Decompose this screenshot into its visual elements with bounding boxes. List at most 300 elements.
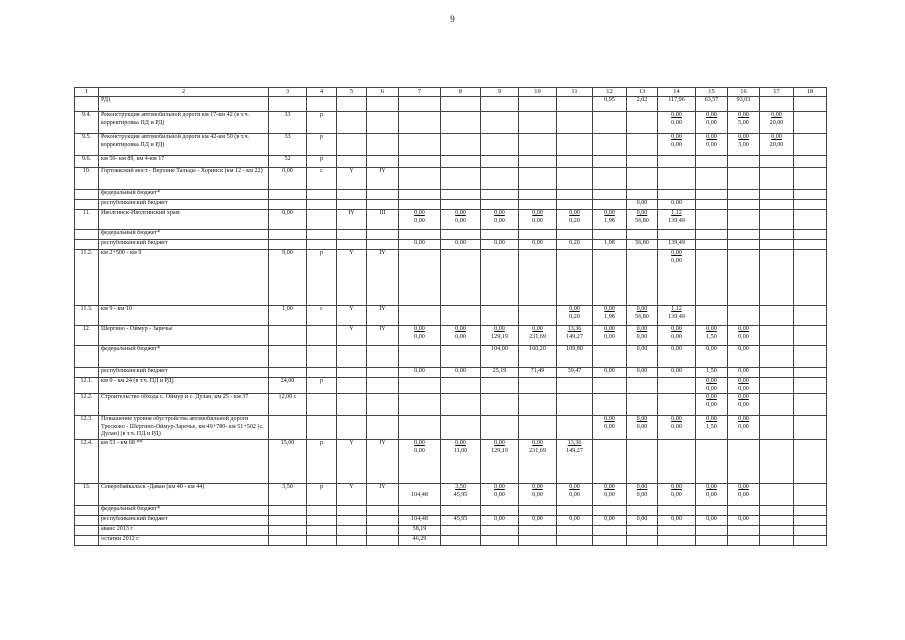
object-name: км 50- км 89, км 4-км 17 — [99, 156, 269, 168]
value-cell — [794, 306, 827, 326]
category-from — [337, 190, 367, 200]
value-cell — [794, 416, 827, 440]
value-bottom: 0,00 — [738, 385, 749, 392]
value-cell — [557, 346, 593, 368]
value-cell — [593, 378, 627, 394]
value-cell — [481, 210, 519, 230]
value-bottom: 0,00 — [706, 385, 717, 392]
value-top: 0,00 — [604, 210, 615, 216]
length-km — [269, 515, 307, 525]
value-bottom: 45,95 — [453, 491, 468, 498]
value-bottom: 129,19 — [491, 333, 508, 340]
length-km — [269, 368, 307, 378]
value-top: 25,19 — [492, 368, 507, 374]
value-cell — [627, 483, 658, 505]
value-cell — [481, 378, 519, 394]
object-name: федеральный бюджет* — [99, 230, 269, 240]
value-cell — [441, 346, 481, 368]
value-top: 0,00 — [738, 483, 749, 490]
value-cell — [481, 230, 519, 240]
value-cell — [519, 240, 557, 250]
value-cell — [593, 156, 627, 168]
value-bottom: 0,00 — [636, 491, 648, 498]
category-from: Y — [337, 250, 367, 306]
value-cell — [794, 156, 827, 168]
value-cell — [794, 394, 827, 416]
value-cell — [696, 505, 728, 515]
value-cell — [399, 368, 441, 378]
column-number: 3 — [269, 88, 307, 97]
value-cell — [696, 378, 728, 394]
value-bottom: 1,50 — [706, 333, 717, 340]
value-top: 0,95 — [604, 97, 615, 103]
work-type: р — [307, 483, 337, 505]
value-top: 0,00 — [671, 112, 682, 118]
length-km — [269, 190, 307, 200]
value-cell — [481, 525, 519, 535]
value-top: 0,00 — [636, 210, 648, 216]
category-to — [367, 97, 399, 112]
value-cell — [658, 306, 696, 326]
work-type: р — [307, 250, 337, 306]
value-cell — [627, 156, 658, 168]
length-km: 0,00 — [269, 210, 307, 230]
value-cell — [794, 200, 827, 210]
value-cell — [794, 535, 827, 545]
value-bottom: 0,00 — [738, 401, 749, 408]
value-cell — [481, 190, 519, 200]
value-top: 56,80 — [635, 240, 649, 246]
value-bottom: 0,00 — [671, 141, 682, 148]
value-bottom: 56,80 — [635, 217, 649, 224]
value-cell — [441, 210, 481, 230]
value-cell — [658, 535, 696, 545]
value-cell — [519, 394, 557, 416]
object-name: РД) — [99, 97, 269, 112]
column-number: 14 — [658, 88, 696, 97]
length-km: 15,00 — [269, 439, 307, 483]
work-type: с — [307, 168, 337, 190]
value-cell — [760, 230, 794, 240]
value-cell — [696, 210, 728, 230]
value-cell — [441, 134, 481, 156]
value-cell — [760, 326, 794, 346]
value-cell — [696, 515, 728, 525]
value-cell — [627, 210, 658, 230]
value-cell — [760, 416, 794, 440]
value-cell — [593, 346, 627, 368]
value-cell — [519, 368, 557, 378]
value-top: 0,00 — [604, 483, 615, 490]
value-bottom: 20,00 — [769, 141, 784, 148]
value-top: 0,00 — [706, 346, 717, 352]
value-cell — [794, 97, 827, 112]
value-cell — [760, 346, 794, 368]
value-cell — [593, 240, 627, 250]
value-cell — [760, 156, 794, 168]
value-cell — [760, 483, 794, 505]
work-type: с — [307, 306, 337, 326]
value-cell — [728, 326, 760, 346]
length-km: 24,00 — [269, 378, 307, 394]
value-cell — [760, 134, 794, 156]
value-bottom: 5,00 — [738, 119, 749, 126]
value-cell — [627, 97, 658, 112]
value-cell — [481, 156, 519, 168]
row-number: 9.5. — [75, 134, 99, 156]
value-cell — [728, 112, 760, 134]
value-cell — [794, 483, 827, 505]
value-cell — [399, 483, 441, 505]
category-to — [367, 230, 399, 240]
value-top: 0,00 — [738, 326, 749, 332]
column-number: 10 — [519, 88, 557, 97]
value-cell — [728, 250, 760, 306]
value-cell — [557, 156, 593, 168]
work-type — [307, 368, 337, 378]
value-top: 0,00 — [414, 326, 425, 332]
value-cell — [760, 505, 794, 515]
work-type — [307, 230, 337, 240]
category-from — [337, 515, 367, 525]
work-type — [307, 240, 337, 250]
value-bottom: 1,98 — [604, 217, 615, 224]
length-km — [269, 525, 307, 535]
value-cell — [794, 505, 827, 515]
value-cell — [658, 368, 696, 378]
category-from: Y — [337, 168, 367, 190]
value-top: 0,00 — [414, 240, 425, 246]
value-top: 0,00 — [738, 134, 749, 140]
value-cell — [399, 306, 441, 326]
value-top: 45,95 — [453, 515, 468, 522]
table-row — [75, 416, 827, 440]
value-top: 0,00 — [671, 483, 682, 490]
object-name: Иволгинск-Иволгинский храм — [99, 210, 269, 230]
value-cell — [658, 134, 696, 156]
value-bottom: 0,00 — [604, 333, 615, 340]
value-cell — [441, 240, 481, 250]
value-top: 0,00 — [738, 368, 749, 374]
row-number — [75, 505, 99, 515]
work-type: р — [307, 439, 337, 483]
row-number — [75, 525, 99, 535]
value-cell — [441, 416, 481, 440]
value-top: 0,00 — [532, 240, 543, 246]
table-row — [75, 230, 827, 240]
value-cell — [658, 326, 696, 346]
value-cell — [794, 168, 827, 190]
row-number: 11. — [75, 210, 99, 230]
value-cell — [658, 505, 696, 515]
work-type — [307, 535, 337, 545]
value-cell — [441, 97, 481, 112]
value-cell — [627, 368, 658, 378]
value-cell — [728, 535, 760, 545]
value-cell — [519, 525, 557, 535]
category-from: IY — [337, 210, 367, 230]
value-cell — [441, 168, 481, 190]
object-name: аванс 2013 г — [99, 525, 269, 535]
row-number: 11.3. — [75, 306, 99, 326]
value-cell — [481, 134, 519, 156]
value-cell — [519, 112, 557, 134]
length-km: 0,00 — [269, 168, 307, 190]
value-cell — [441, 190, 481, 200]
table-row — [75, 394, 827, 416]
work-type — [307, 326, 337, 346]
value-cell — [399, 394, 441, 416]
value-cell — [519, 416, 557, 440]
value-cell — [728, 346, 760, 368]
value-cell — [696, 190, 728, 200]
value-top: 0,00 — [636, 326, 648, 332]
value-top: 0,00 — [671, 368, 682, 374]
object-name: республиканский бюджет — [99, 200, 269, 210]
value-top: 0,00 — [494, 483, 505, 490]
value-cell — [519, 210, 557, 230]
category-from — [337, 240, 367, 250]
value-cell — [696, 394, 728, 416]
value-cell — [399, 168, 441, 190]
column-number: 6 — [367, 88, 399, 97]
table-row — [75, 525, 827, 535]
value-cell — [658, 200, 696, 210]
value-cell — [593, 210, 627, 230]
category-to — [367, 525, 399, 535]
value-cell — [627, 505, 658, 515]
value-top: 0,00 — [706, 134, 717, 140]
value-top: 0,00 — [671, 346, 682, 352]
value-cell — [627, 416, 658, 440]
object-name: км 53 - км 68 ** — [99, 439, 269, 483]
value-bottom: 0,00 — [671, 423, 682, 430]
value-cell — [557, 250, 593, 306]
work-type — [307, 346, 337, 368]
category-from — [337, 394, 367, 416]
value-cell — [557, 505, 593, 515]
value-bottom: 0,00 — [414, 217, 425, 224]
value-cell — [696, 306, 728, 326]
value-top: 2,02 — [636, 97, 648, 103]
value-cell — [760, 168, 794, 190]
category-to — [367, 394, 399, 416]
page-number: 9 — [450, 14, 455, 24]
value-cell — [519, 156, 557, 168]
value-cell — [627, 112, 658, 134]
work-type — [307, 515, 337, 525]
value-cell — [696, 230, 728, 240]
value-top: 0,00 — [738, 515, 749, 522]
value-cell — [399, 505, 441, 515]
value-cell — [794, 525, 827, 535]
value-cell — [441, 394, 481, 416]
row-number: 13. — [75, 483, 99, 505]
value-cell — [794, 515, 827, 525]
value-cell — [593, 250, 627, 306]
value-cell — [794, 346, 827, 368]
value-cell — [627, 394, 658, 416]
value-cell — [658, 439, 696, 483]
value-top: 0,00 — [636, 346, 648, 352]
value-bottom: 0,00 — [738, 491, 749, 498]
value-cell — [696, 326, 728, 346]
value-cell — [399, 416, 441, 440]
financing-table — [74, 87, 827, 546]
value-cell — [658, 378, 696, 394]
value-cell — [658, 515, 696, 525]
value-bottom: 0,00 — [569, 491, 580, 498]
value-cell — [593, 97, 627, 112]
value-cell — [593, 230, 627, 240]
category-to: III — [367, 210, 399, 230]
value-cell — [627, 326, 658, 346]
value-cell — [557, 416, 593, 440]
value-cell — [399, 515, 441, 525]
column-number: 12 — [593, 88, 627, 97]
value-top: 0,00 — [671, 416, 682, 423]
value-cell — [481, 535, 519, 545]
value-bottom: 129,19 — [491, 447, 508, 454]
value-cell — [519, 230, 557, 240]
value-cell — [557, 210, 593, 230]
length-km — [269, 97, 307, 112]
value-cell — [519, 535, 557, 545]
value-cell — [557, 240, 593, 250]
column-number: 17 — [760, 88, 794, 97]
value-bottom: 0,00 — [532, 491, 543, 498]
value-cell — [399, 134, 441, 156]
category-from — [337, 525, 367, 535]
category-from: Y — [337, 483, 367, 505]
value-cell — [481, 168, 519, 190]
value-cell — [760, 210, 794, 230]
value-cell — [481, 515, 519, 525]
column-number: 13 — [627, 88, 658, 97]
value-top: 0,00 — [671, 200, 682, 206]
value-cell — [658, 156, 696, 168]
value-bottom: 56,80 — [635, 313, 649, 320]
value-cell — [593, 200, 627, 210]
category-to — [367, 505, 399, 515]
row-number — [75, 535, 99, 545]
value-cell — [696, 416, 728, 440]
value-cell — [627, 515, 658, 525]
value-cell — [728, 525, 760, 535]
object-name: Реконструкция автомобильной дороги км 42-км 50 (в т.ч. корректировка ПД и РД) — [99, 134, 269, 156]
value-top: 0,00 — [604, 515, 615, 522]
value-bottom: 0,00 — [671, 333, 682, 340]
value-top: 0,00 — [414, 210, 425, 216]
value-cell — [760, 535, 794, 545]
length-km — [269, 505, 307, 515]
value-top: 0,00 — [532, 326, 543, 332]
category-to — [367, 346, 399, 368]
value-cell — [481, 112, 519, 134]
value-bottom: 104,48 — [411, 491, 428, 498]
value-cell — [794, 368, 827, 378]
category-from — [337, 368, 367, 378]
category-to — [367, 200, 399, 210]
row-number: 12.4. — [75, 439, 99, 483]
column-number: 16 — [728, 88, 760, 97]
value-cell — [696, 134, 728, 156]
object-name: республиканский бюджет — [99, 515, 269, 525]
value-top: 0,00 — [604, 368, 615, 374]
length-km — [269, 200, 307, 210]
value-top: 0,00 — [771, 112, 782, 118]
value-top: 0,00 — [494, 515, 505, 522]
value-cell — [696, 346, 728, 368]
value-cell — [728, 240, 760, 250]
value-bottom: 20,00 — [769, 119, 784, 126]
value-cell — [627, 439, 658, 483]
value-top: 0,00 — [532, 439, 543, 446]
table-row — [75, 346, 827, 368]
value-cell — [441, 535, 481, 545]
value-cell — [399, 230, 441, 240]
table-row — [75, 505, 827, 515]
value-cell — [441, 483, 481, 505]
category-from: Y — [337, 439, 367, 483]
value-top: 139,49 — [668, 240, 685, 246]
category-from — [337, 378, 367, 394]
value-top: 58,19 — [412, 525, 427, 532]
value-cell — [794, 378, 827, 394]
value-cell — [557, 134, 593, 156]
work-type — [307, 525, 337, 535]
value-cell — [593, 515, 627, 525]
value-cell — [557, 515, 593, 525]
value-cell — [481, 326, 519, 346]
value-top: 0,00 — [738, 394, 749, 401]
value-cell — [519, 97, 557, 112]
value-cell — [794, 240, 827, 250]
value-cell — [760, 97, 794, 112]
value-top: 0,00 — [706, 483, 717, 490]
object-name: остатки 2012 г — [99, 535, 269, 545]
value-cell — [399, 439, 441, 483]
value-cell — [399, 190, 441, 200]
value-cell — [658, 394, 696, 416]
value-cell — [441, 250, 481, 306]
value-cell — [481, 483, 519, 505]
value-top: 0,00 — [532, 515, 543, 522]
table-row — [75, 97, 827, 112]
value-cell — [399, 97, 441, 112]
value-cell — [399, 346, 441, 368]
value-cell — [728, 515, 760, 525]
value-cell — [658, 250, 696, 306]
value-cell — [557, 535, 593, 545]
value-cell — [441, 525, 481, 535]
value-cell — [627, 230, 658, 240]
value-top: 0,00 — [671, 515, 682, 522]
value-cell — [658, 346, 696, 368]
value-cell — [399, 535, 441, 545]
table-row — [75, 112, 827, 134]
value-cell — [557, 112, 593, 134]
value-cell — [658, 210, 696, 230]
work-type: р — [307, 112, 337, 134]
value-cell — [441, 368, 481, 378]
column-number: 18 — [794, 88, 827, 97]
value-cell — [399, 525, 441, 535]
value-cell — [658, 190, 696, 200]
row-number — [75, 97, 99, 112]
value-cell — [794, 134, 827, 156]
value-cell — [658, 230, 696, 240]
